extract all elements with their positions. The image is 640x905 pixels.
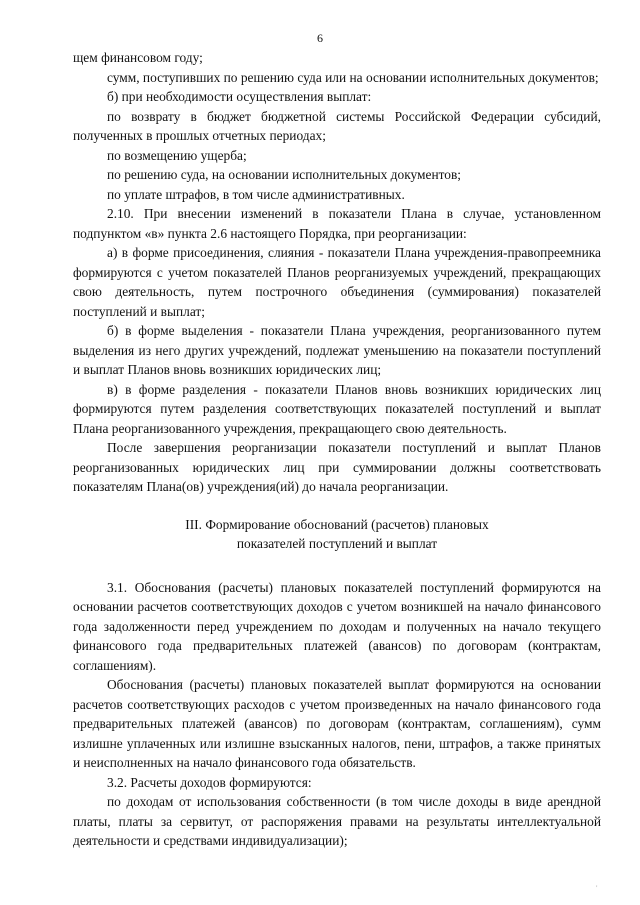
paragraph: 2.10. При внесении изменений в показатели Плана в случае, установленном подпунктом «в» пункта 2.6 настоящего Порядка, при реорганизации:	[73, 206, 601, 241]
paragraph: 3.1. Обоснования (расчеты) плановых показателей поступлений формируются на основании расчетов соответствующих доходов с учетом возникшей на начало финансового года задолженности перед учреждением по доходам и полученных на начало текущего финансового года предварительных платежей (авансов) по договорам (контрактам, соглашениям).	[73, 579, 601, 673]
document-body	[73, 48, 601, 851]
paragraph: сумм, поступивших по решению суда или на основании исполнительных документов;	[107, 69, 599, 85]
section-heading-line-1: III. Формирование обоснований (расчетов) плановых	[185, 516, 489, 532]
paragraphs-after-heading	[73, 578, 601, 851]
scan-mark: ,	[596, 882, 598, 888]
paragraph: по доходам от использования собственности (в том числе доходы в виде арендной платы, платы за сервитут, от распоряжения правами на результаты интеллектуальной деятельности и средствами индивидуализации);	[73, 794, 601, 848]
paragraph: по решению суда, на основании исполнительных документов;	[107, 167, 462, 182]
section-heading-line-2: показателей поступлений и выплат	[236, 536, 438, 551]
paragraph: Обоснования (расчеты) плановых показателей выплат формируются на основании расчетов соответствующих расходов с учетом произведенных на начало финансового года предварительных платежей (авансов) по договорам (контрактам, соглашениям), сумм излишне уплаченных или излишне взысканных налогов, пени, штрафов, а также принятых и неисполненных на начало финансового года обязательств.	[73, 677, 601, 770]
paragraph: После завершения реорганизации показатели поступлений и выплат Планов реорганизованных юридических лиц при суммировании должны соответствовать показателям Плана(ов) учреждения(ий) до начала реорганизации.	[73, 440, 601, 494]
section-heading	[73, 515, 601, 554]
paragraphs-before-heading	[73, 48, 601, 497]
paragraph: а) в форме присоединения, слияния - показатели Плана учреждения-правопреемника формируются с учетом показателей Планов реорганизуемых учреждений, прекращающих свою деятельность, путем построчного объединения (суммирования) показателей поступлений и выплат;	[73, 245, 601, 319]
paragraph: 3.2. Расчеты доходов формируются:	[107, 774, 312, 790]
paragraph: по уплате штрафов, в том числе административных.	[107, 186, 405, 202]
paragraph: по возмещению ущерба;	[107, 147, 247, 163]
paragraph: по возврату в бюджет бюджетной системы Российской Федерации субсидий, полученных в прошлых отчетных периодах;	[73, 108, 601, 143]
paragraph: щем финансовом году;	[73, 50, 203, 65]
paragraph: в) в форме разделения - показатели Планов вновь возникших юридических лиц формируются путем разделения соответствующих показателей поступлений и выплат Плана реорганизованного учреждения, прекращающего свою деятельность.	[73, 381, 601, 436]
paragraph: б) в форме выделения - показатели Плана учреждения, реорганизованного путем выделения из него других учреждений, подлежат уменьшению на показатели поступлений и выплат Планов вновь возникших юридических лиц;	[73, 323, 601, 377]
paragraph: б) при необходимости осуществления выплат:	[107, 89, 372, 104]
page-number: 6	[317, 31, 323, 45]
